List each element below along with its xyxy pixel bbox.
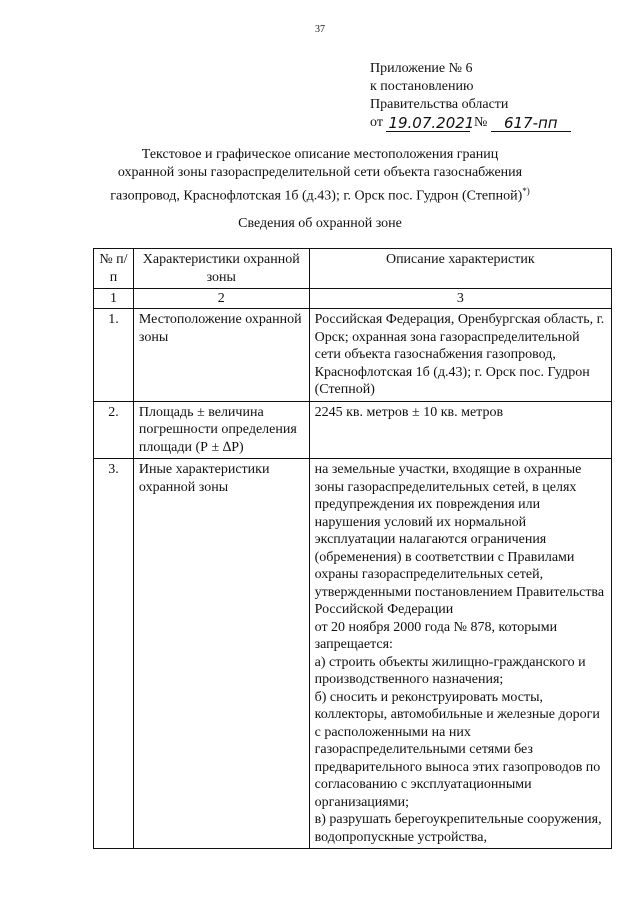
description-paragraph: в) разрушать берегоукрепительные сооружения, водопропускные устройства, xyxy=(314,812,602,845)
row-number: 2. xyxy=(94,401,134,459)
row-characteristic: Иные характеристики охранной зоны xyxy=(133,459,309,849)
number-label: № xyxy=(473,115,488,130)
description-paragraph: б) сносить и реконструировать мосты, коллекторы, автомобильные и железные дороги с расположенными на них газораспределительными сетями без предварительного выноса этих газопроводов по согласованию с эксплуатационными организациями; xyxy=(314,689,601,810)
description-paragraph: а) строить объекты жилищно-гражданского и производственного назначения; xyxy=(314,654,586,687)
table-header-row xyxy=(94,249,612,289)
column-number: 3 xyxy=(309,289,611,309)
protection-zone-table xyxy=(93,248,612,849)
appendix-block xyxy=(370,60,571,132)
row-description xyxy=(309,401,611,459)
table-row xyxy=(94,401,612,459)
from-label: от xyxy=(370,115,383,130)
description-paragraph: на земельные участки, входящие в охранные зоны газораспределительных сетей, в целях предупреждения их повреждения или нарушения условий их нормальной эксплуатации налагаются ограничения (обременения) в соответствии с Правилами охраны газораспределительных сетей, утвержденными постановлением Правительства Российской Федерации xyxy=(314,462,605,617)
table-row xyxy=(94,309,612,402)
section-subtitle: Сведения об охранной зоне xyxy=(238,216,402,231)
footnote-mark: *) xyxy=(522,186,530,196)
description-paragraph: 2245 кв. метров ± 10 кв. метров xyxy=(314,404,504,420)
header-number: № п/п xyxy=(94,249,134,289)
appendix-line-2: к постановлению xyxy=(370,79,474,94)
title-line-3 xyxy=(60,182,580,206)
resolution-reference xyxy=(370,114,571,132)
row-number: 1. xyxy=(94,309,134,402)
column-number-row xyxy=(94,289,612,309)
row-characteristic: Местоположение охранной зоны xyxy=(133,309,309,402)
column-number: 1 xyxy=(94,289,134,309)
header-characteristic: Характеристики охранной зоны xyxy=(133,249,309,289)
title-line-1: Текстовое и графическое описание местоположения границ xyxy=(141,147,499,162)
row-number: 3. xyxy=(94,459,134,849)
handwritten-number: 617-пп xyxy=(491,115,571,132)
row-characteristic: Площадь ± величина погрешности определения площади (Р ± ∆Р) xyxy=(133,401,309,459)
table-row xyxy=(94,459,612,849)
page-number: 37 xyxy=(315,24,325,35)
column-number: 2 xyxy=(133,289,309,309)
appendix-line-3: Правительства области xyxy=(370,97,509,112)
description-paragraph: Российская Федерация, Оренбургская область, г. Орск; охранная зона газораспределительной сети объекта газоснабжения газопровод, Краснофлотская 1б (д.43); г. Орск пос. Гудрон (Степной) xyxy=(314,312,605,397)
document-title xyxy=(60,146,580,206)
row-description xyxy=(309,309,611,402)
appendix-line-1: Приложение № 6 xyxy=(370,61,473,76)
title-line-2: охранной зоны газораспределительной сети объекта газоснабжения xyxy=(117,165,523,180)
handwritten-date: 19.07.2021 xyxy=(388,114,475,132)
row-description xyxy=(309,459,611,849)
description-paragraph: от 20 ноября 2000 года № 878, которыми запрещается: xyxy=(314,619,558,652)
header-description: Описание характеристик xyxy=(309,249,611,289)
title-line-3-text: газопровод, Краснофлотская 1б (д.43); г. Орск пос. Гудрон (Степной) xyxy=(110,188,523,204)
